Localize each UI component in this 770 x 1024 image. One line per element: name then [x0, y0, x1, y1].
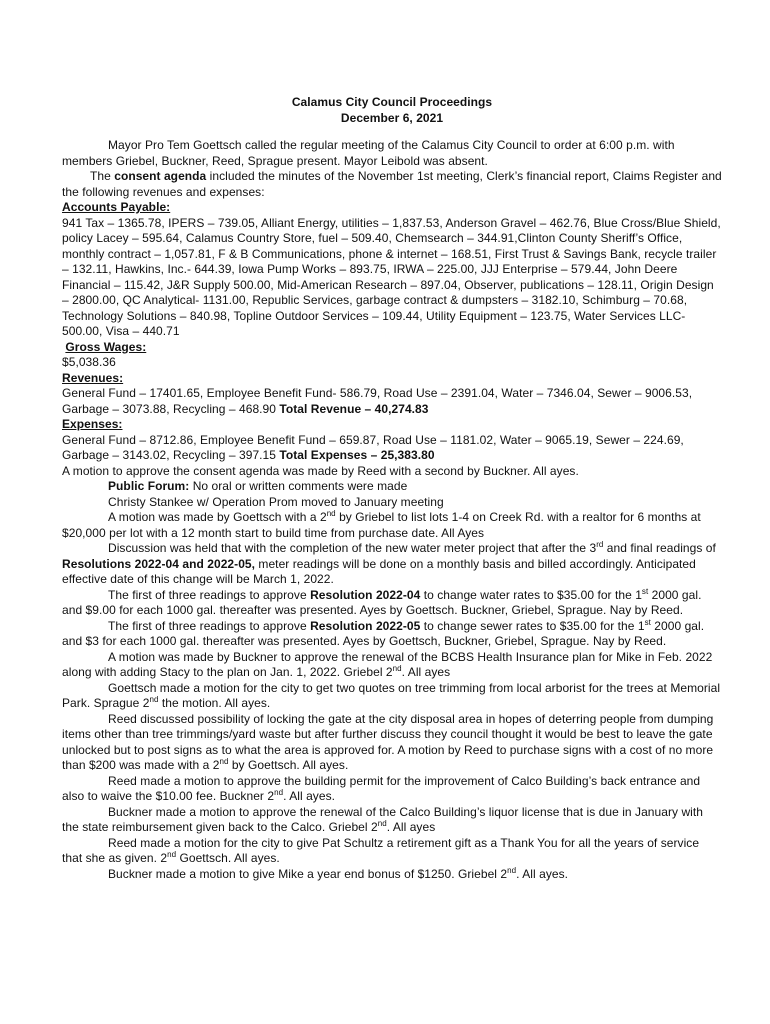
permit-text-a: Reed made a motion to approve the building permit for the improvement of Calco Building’s back entrance and also to waive the $10.00 fee. Buckner 2	[62, 773, 701, 803]
res04-text-a: The first of three readings to approve	[108, 587, 311, 602]
spacer	[62, 126, 722, 138]
res04-label: Resolution 2022-04	[310, 587, 421, 602]
tree-text-a: Goettsch made a motion for the city to get two quotes on tree trimming from local arborist for the trees at Memorial Park. Sprague 2	[62, 680, 721, 710]
retirement-gift-motion	[62, 836, 722, 867]
expenses-list	[62, 433, 722, 464]
liquor-text-a: Buckner made a motion to approve the renewal of the Calco Building’s liquor license that is due in January with the state reimbursement given back to the Calco. Griebel 2	[62, 804, 703, 834]
bonus-text-a: Buckner made a motion to give Mike a year end bonus of $1250. Griebel 2	[108, 866, 508, 881]
res05-text-a: The first of three readings to approve	[108, 618, 311, 633]
tree-text-b: the motion. All ayes.	[158, 696, 271, 710]
expenses-heading: Expenses:	[62, 417, 123, 431]
accounts-payable-list: 941 Tax – 1365.78, IPERS – 739.05, Alliant Energy, utilities – 1,837.53, Anderson Gravel – 462.76, Blue Cross/Blue Shield, policy Lacey – 595.64, Calamus Country Store, fuel – 509.40, Chemsearch – 344.91,Clinton County Sheriff’s Office, monthly contract – 1,057.81, F & B Communications, phone & internet – 168.51, First Trust & Savings Bank, recycle trailer – 132.11, Hawkins, Inc.- 644.39, Iowa Pump Works – 893.75, IRWA – 225.00, JJJ Enterprise – 579.44, John Deere Financial – 115.42, J&R Supply 500.00, Mid-American Research – 897.04, Observer, publications – 128.11, Origin Design – 2800.00, QC Analytical- 1131.00, Republic Services, garbage contract & dumpsters – 3182.10, Schimburg – 70.68, Technology Solutions – 840.98, Topline Outdoor Services – 109.44, Utility Equipment – 123.75, Water Services LLC- 500.00, Visa – 440.71	[62, 215, 721, 338]
permit-text-b: . All ayes.	[283, 789, 336, 803]
ordinal-sup: nd	[274, 788, 284, 797]
bcbs-motion	[62, 650, 722, 681]
building-permit-motion	[62, 774, 722, 805]
expenses-text: General Fund – 8712.86, Employee Benefit Fund – 659.87, Road Use – 1181.02, Water – 9065.19, Sewer – 224.69, Garbage – 3143.02, Recycling – 397.15	[62, 432, 684, 462]
creek-text-a: A motion was made by Goettsch with a 2	[108, 510, 327, 524]
consent-text-post: included the minutes of the November 1st meeting, Clerk’s financial report, Claims Register and the following revenues and expenses:	[62, 169, 722, 199]
public-forum-label: Public Forum:	[108, 479, 190, 493]
consent-motion: A motion to approve the consent agenda was made by Reed with a second by Buckner. All ayes.	[62, 463, 579, 478]
consent-agenda-label: consent agenda	[114, 169, 207, 183]
ordinal-sup: nd	[377, 819, 387, 828]
document-page	[62, 94, 722, 882]
resolutions-label: Resolutions 2022-04 and 2022-05,	[62, 556, 256, 571]
liquor-text-b: . All ayes	[386, 820, 436, 834]
water-meter-discussion	[62, 541, 722, 588]
ordinal-sup: rd	[596, 540, 604, 549]
accounts-payable-heading: Accounts Payable:	[62, 200, 171, 214]
consent-agenda-paragraph	[62, 169, 722, 200]
meter-text-b: and final readings of	[603, 541, 716, 555]
operation-prom-paragraph: Christy Stankee w/ Operation Prom moved to January meeting	[108, 494, 444, 509]
ordinal-sup: st	[641, 586, 649, 596]
bcbs-text-b: . All ayes	[401, 665, 451, 679]
ordinal-sup: nd	[392, 664, 402, 673]
gross-wages-value: $5,038.36	[62, 355, 116, 369]
liquor-license-motion	[62, 805, 722, 836]
call-to-order-paragraph: Mayor Pro Tem Goettsch called the regular meeting of the Calamus City Council to order at 6:00 p.m. with members Griebel, Buckner, Reed, Sprague present. Mayor Leibold was absent.	[62, 138, 675, 168]
revenues-text: General Fund – 17401.65, Employee Benefit Fund- 586.79, Road Use – 2391.04, Water – 7346.04, Sewer – 9006.53, Garbage – 3073.88, Recycling – 468.90	[62, 386, 693, 416]
gift-text-a: Reed made a motion for the city to give Pat Schultz a retirement gift as a Thank You for all the years of service that she as given. 2	[62, 835, 700, 865]
disposal-gate-motion	[62, 712, 722, 774]
res05-text-b: to change sewer rates to $35.00 for the 1	[420, 618, 645, 633]
meter-text-a: Discussion was held that with the completion of the new water meter project that after the 3	[108, 541, 597, 555]
tree-trimming-motion	[62, 681, 722, 712]
bonus-text-b: . All ayes.	[516, 866, 569, 881]
public-forum-text: No oral or written comments were made	[189, 479, 408, 493]
gross-wages-heading: Gross Wages:	[65, 339, 147, 354]
ordinal-sup: nd	[219, 757, 229, 766]
ordinal-sup: nd	[326, 509, 336, 518]
ordinal-sup: nd	[149, 695, 159, 704]
res04-text-c: 2000 gal. and $9.00 for each 1000 gal. thereafter was presented. Ayes by Goettsch. Buckner, Griebel, Sprague. Nay by Reed.	[62, 587, 702, 617]
res05-label: Resolution 2022-05	[310, 618, 421, 633]
bcbs-text-a: A motion was made by Buckner to approve the renewal of the BCBS Health Insurance plan for Mike in Feb. 2022 along with adding Stacy to the plan on Jan. 1, 2022. Griebel 2	[62, 649, 713, 679]
revenues-list	[62, 386, 722, 417]
res04-text-b: to change water rates to $35.00 for the 1	[420, 587, 642, 602]
public-forum-paragraph	[62, 479, 722, 495]
document-title: Calamus City Council Proceedings	[291, 95, 493, 109]
gift-text-b: Goettsch. All ayes.	[176, 851, 280, 865]
document-date: December 6, 2021	[340, 111, 444, 125]
ordinal-sup: nd	[507, 865, 517, 875]
year-end-bonus-motion	[62, 867, 722, 883]
gate-text-b: by Goettsch. All ayes.	[228, 758, 349, 772]
expenses-total: Total Expenses – 25,383.80	[279, 448, 435, 462]
revenues-total: Total Revenue – 40,274.83	[279, 401, 429, 416]
revenues-heading: Revenues:	[62, 370, 124, 385]
consent-text-pre: The	[90, 169, 115, 183]
ordinal-sup: nd	[167, 850, 177, 859]
creek-text-b: by Griebel to list lots 1-4 on Creek Rd. with a realtor for 6 months at $20,000 per lot with a 12 month start to build time from purchase date. All Ayes	[62, 510, 701, 540]
gross-wages-heading-line	[62, 340, 722, 356]
resolution-2022-05-paragraph	[62, 619, 722, 650]
meter-text-c: meter readings will be done on a monthly basis and billed accordingly. Anticipated effective date of this change will be March 1, 2022.	[62, 556, 696, 586]
ordinal-sup: st	[644, 617, 651, 627]
gate-text-a: Reed discussed possibility of locking the gate at the city disposal area in hopes of deterring people from dumping items other than tree trimmings/yard waste but after further discuss they council thought it would be best to leave the gate unlocked but to post signs as to what the area is approved for. A motion by Reed to purchase signs with a cost of no more than $200 was made with a 2	[62, 711, 714, 772]
res05-text-c: 2000 gal. and $3 for each 1000 gal. thereafter was presented. Ayes by Goettsch, Buckner, Griebel, Sprague. Nay by Reed.	[62, 618, 705, 648]
creek-rd-motion	[62, 510, 722, 541]
resolution-2022-04-paragraph	[62, 588, 722, 619]
